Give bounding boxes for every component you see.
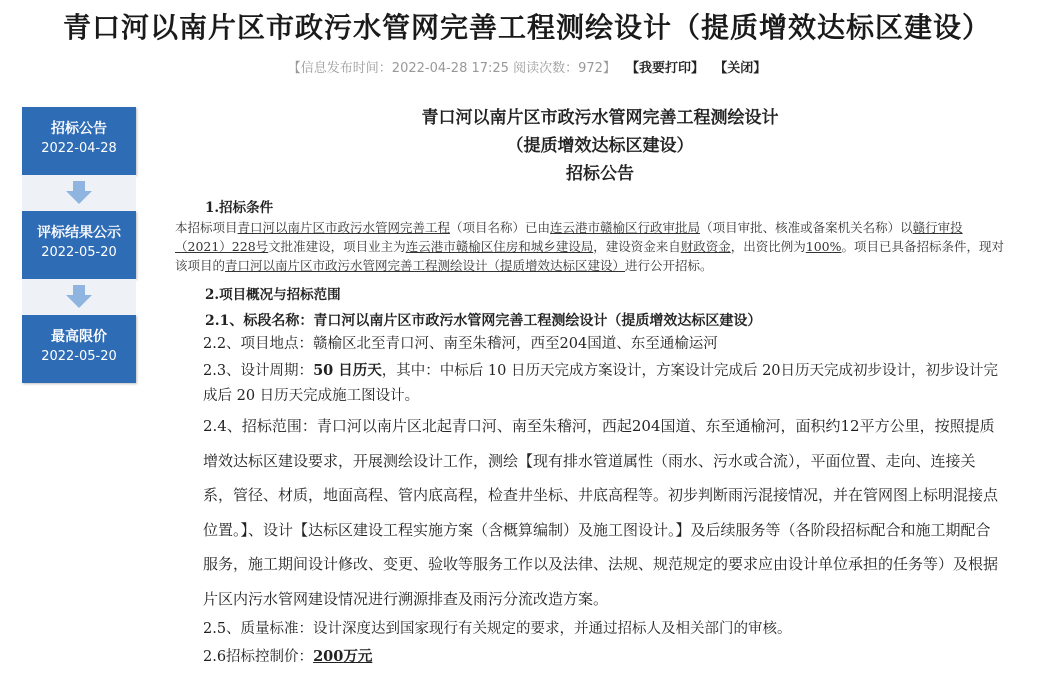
section-2-heading: 2.项目概况与招标范围 (205, 287, 341, 303)
article-body (175, 104, 1005, 671)
timeline-item-announcement[interactable] (22, 107, 136, 175)
text-run: 2.6招标控制价： (203, 649, 314, 665)
text-run: 文批准建设，项目业主为 (268, 239, 406, 254)
text-run: ，建设资金来自 (593, 239, 681, 254)
close-link[interactable]: 【关闭】 (714, 61, 767, 76)
timeline-item-date: 2022-05-20 (41, 245, 117, 260)
section-2-5: 2.5、质量标准：设计深度达到国家现行有关规定的要求，并通过招标人及相关部门的审核。 (203, 621, 792, 637)
section-1-heading: 1.招标条件 (205, 200, 274, 216)
text-run: ，出资比例为 (730, 239, 806, 254)
text-run: 100% (805, 239, 842, 254)
stage-timeline (22, 107, 136, 383)
arrow-down-icon (65, 285, 93, 309)
text-run: 本招标项目 (175, 220, 238, 235)
timeline-item-label: 最高限价 (51, 329, 107, 345)
timeline-connector (22, 175, 136, 211)
timeline-connector (22, 279, 136, 315)
text-run: ，其中：中标后 10 日历天完成方案设计，方案设计完成后 20日历天完成初步设计，初步设计完成后 20 日历天完成施工图设计。 (203, 363, 999, 404)
timeline-item-max-price[interactable] (22, 315, 136, 383)
print-link[interactable]: 【我要打印】 (626, 61, 705, 76)
doc-title-line1: 青口河以南片区市政污水管网完善工程测绘设计 (421, 108, 779, 128)
timeline-item-label: 评标结果公示 (37, 225, 121, 241)
timeline-item-evaluation-result[interactable] (22, 211, 136, 279)
control-price: 200万元 (313, 648, 373, 665)
publish-info: 【信息发布时间：2022-04-28 17:25 阅读次数：972】 (287, 61, 616, 76)
timeline-item-date: 2022-04-28 (41, 141, 117, 156)
text-run: 连云港市赣榆区住房和城乡建设局 (405, 239, 594, 254)
text-run: （项目名称）已由 (450, 220, 551, 235)
section-1-text (175, 218, 1005, 275)
doc-title-line3: 招标公告 (566, 164, 634, 184)
text-run: 2.3、设计周期： (203, 363, 314, 379)
article-meta (0, 57, 1054, 76)
section-2-1: 2.1、标段名称：青口河以南片区市政污水管网完善工程测绘设计（提质增效达标区建设） (205, 313, 762, 329)
timeline-item-date: 2022-05-20 (41, 349, 117, 364)
text-run: 。项目已具备招标条件，现对该项目的 (175, 239, 1005, 273)
page-title: 青口河以南片区市政污水管网完善工程测绘设计（提质增效达标区建设） (62, 11, 991, 44)
text-run: 青口河以南片区市政污水管网完善工程测绘设计（提质增效达标区建设） (225, 258, 626, 273)
design-period: 50 日历天 (313, 362, 382, 379)
timeline-item-label: 招标公告 (51, 121, 107, 137)
text-run: 以 (900, 220, 913, 235)
text-run: 赣行审投（2021）228号 (175, 220, 963, 254)
arrow-down-icon (65, 181, 93, 205)
section-2-2: 2.2、项目地点：赣榆区北至青口河、南至朱稽河，西至204国道、东至通榆运河 (203, 336, 718, 352)
text-run: 财政资金 (680, 239, 731, 254)
text-run: 进行公开招标。 (625, 258, 713, 273)
section-2-4: 2.4、招标范围：青口河以南片区北起青口河、南至朱稽河，西起204国道、东至通榆河，面积约12平方公里，按照提质增效达标区建设要求，开展测绘设计工作，测绘【现有排水管道属性（雨水、污水或合流），平面位置、走向、连接关系，管径、材质，地面高程、管内底高程，检查井坐标、井底高程等。初步判断雨污混接情况，并在管网图上标明混接点位置。】、设计【达标区建设工程实施方案（含概算编制）及施工图设计。】及后续服务等（各阶段招标配合和施工期配合服务，施工期间设计修改、变更、验收等服务工作以及法律、法规、规范规定的要求应由设计单位承担的任务等）及根据片区内污水管网建设情况进行溯源排查及雨污分流改造方案。 (203, 417, 999, 608)
text-run: 青口河以南片区市政污水管网完善工程 (237, 220, 451, 235)
doc-title-line2: （提质增效达标区建设） (506, 136, 694, 156)
text-run: （项目审批、核准或备案机关名称） (700, 220, 901, 235)
section-2-6 (175, 643, 1005, 671)
section-2-3 (175, 358, 1005, 409)
text-run: 连云港市赣榆区行政审批局 (550, 220, 701, 235)
